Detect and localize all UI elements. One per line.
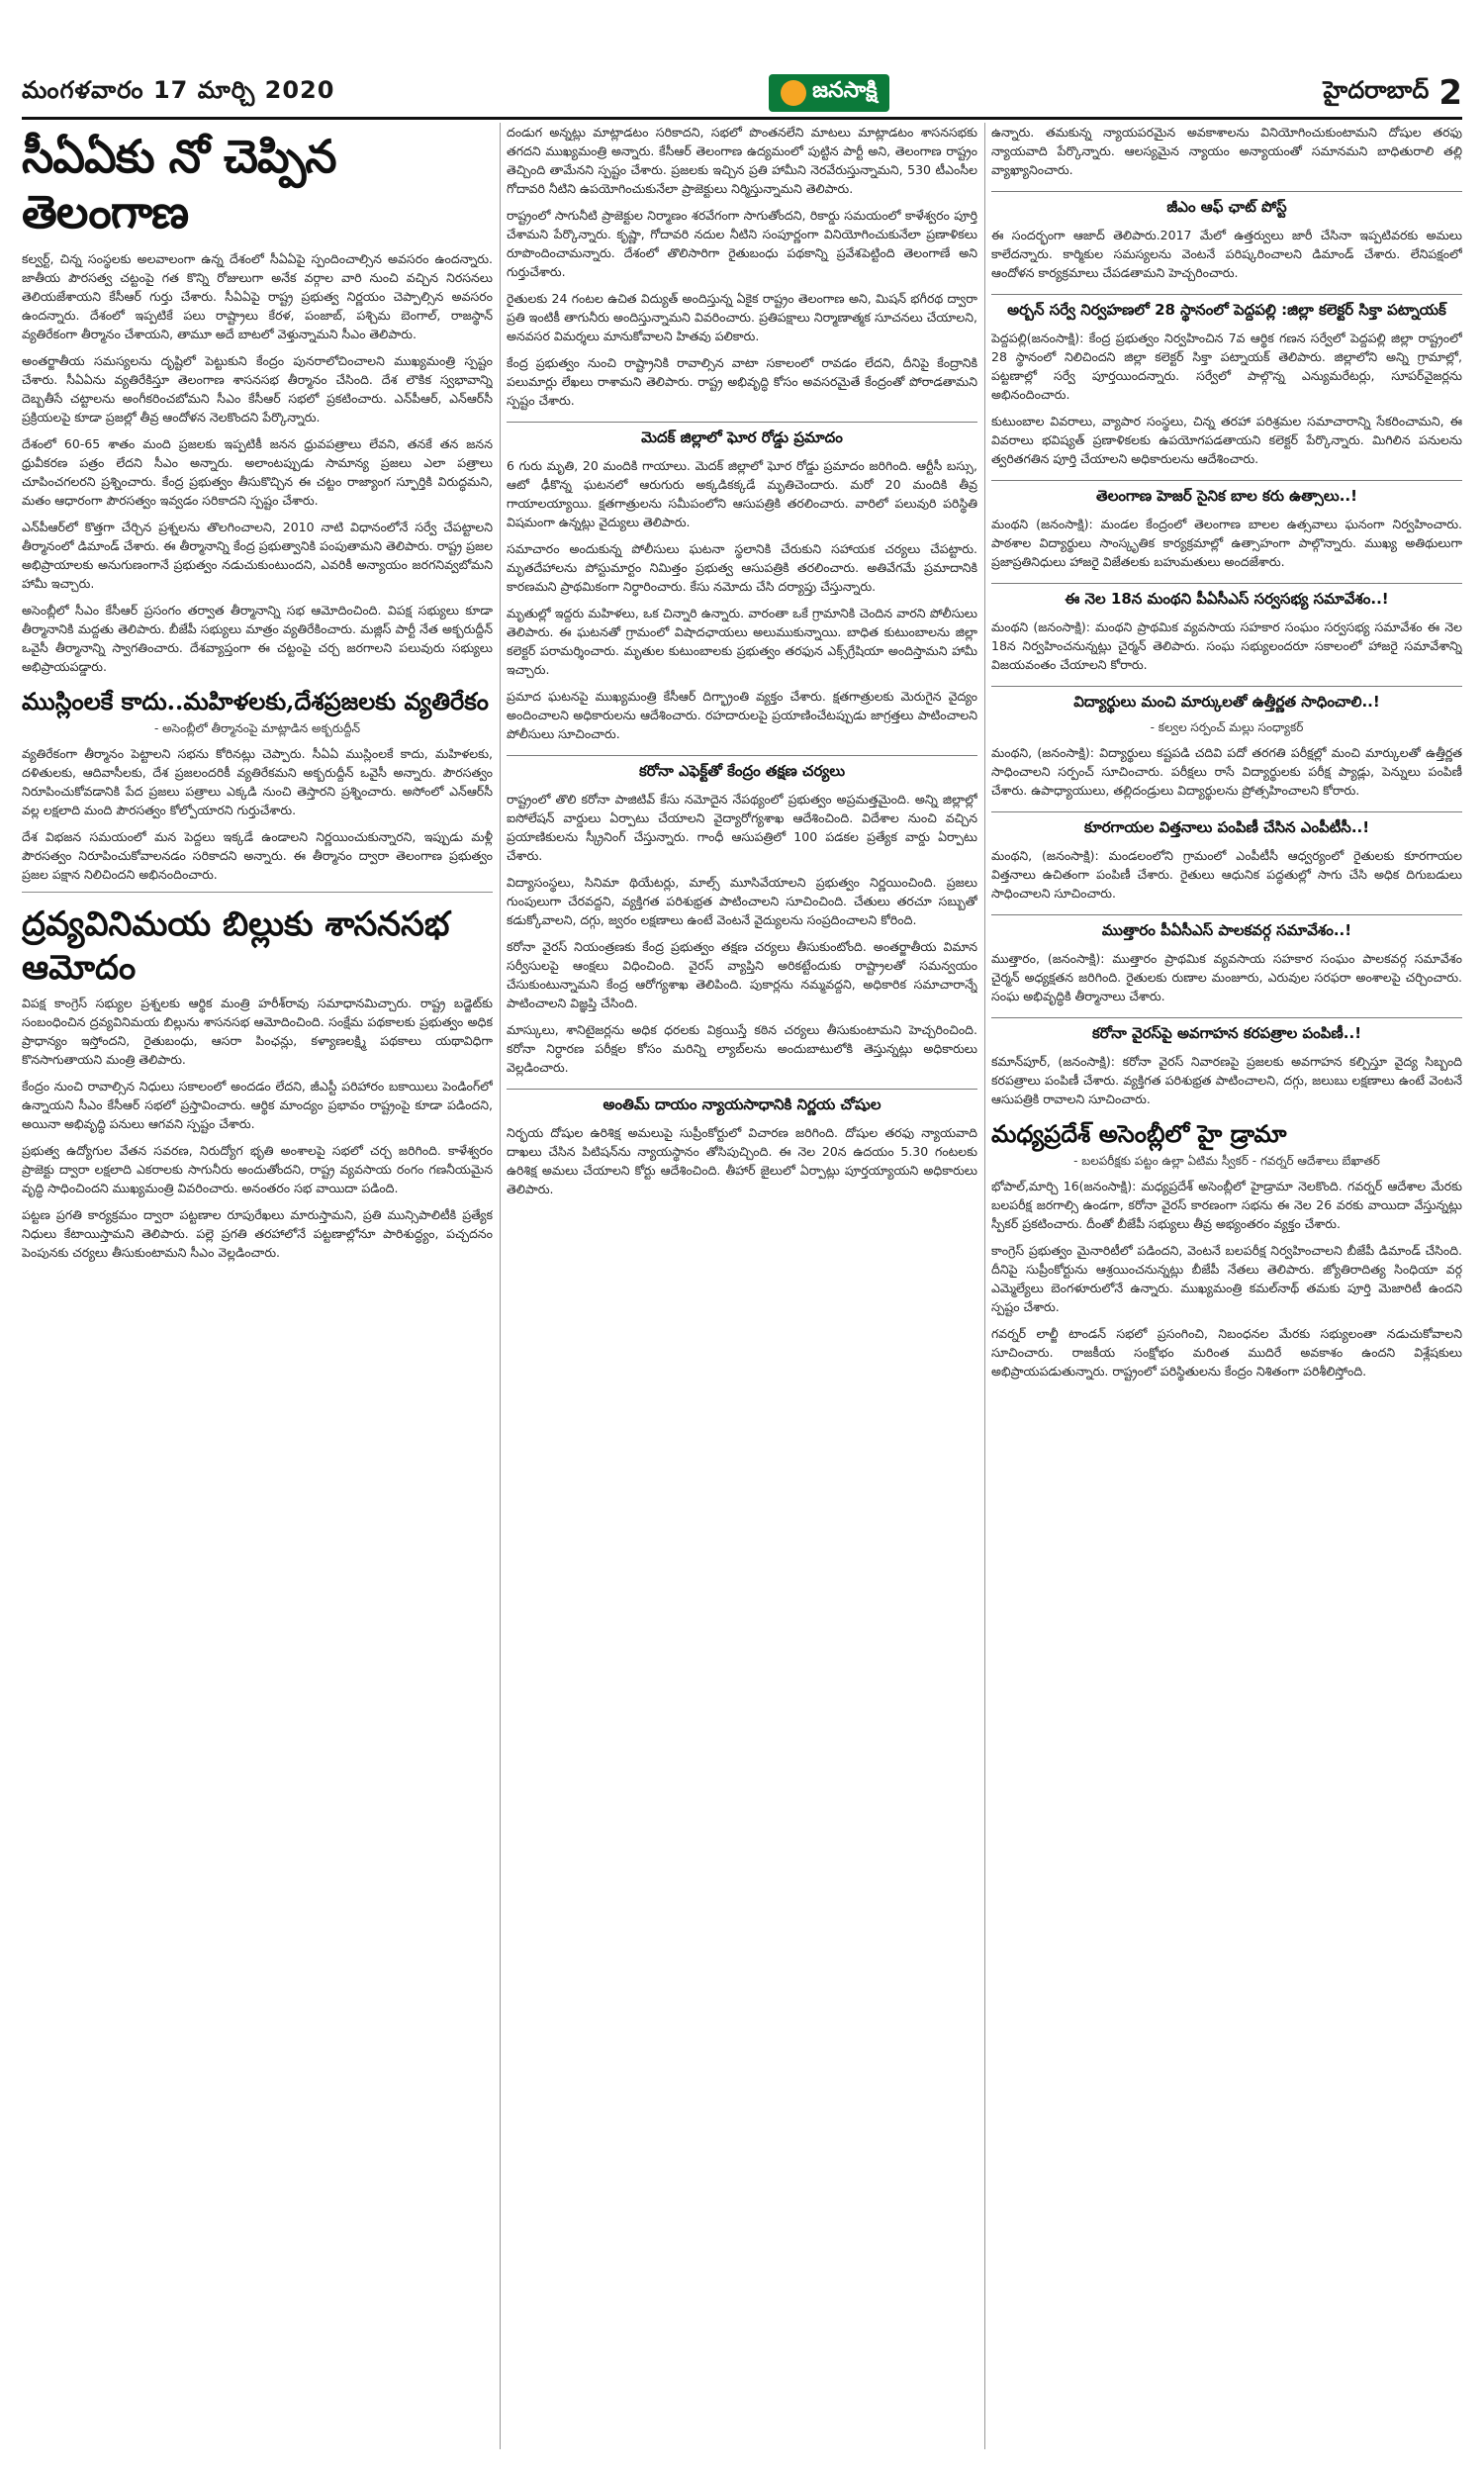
article-paragraph: కమాన్‌పూర్, (జనంసాక్షి): కరోనా వైరస్ నివారణపై ప్రజలకు అవగాహన కల్పిస్తూ వైద్య సిబ్బంది కరపత్రాలు పంపిణీ చేశారు. వ్యక్తిగత పరిశుభ్రత పాటించాలని, దగ్గు, జలుబు లక్షణాలు ఉంటే వెంటనే ఆసుపత్రికి రావాలని సూచించారు. — [991, 1054, 1462, 1106]
byline: - అసెంబ్లీలో తీర్మానంపై మాట్లాడిన అక్బరుద్దీన్ — [154, 721, 360, 735]
article-paragraph: వ్యతిరేకంగా తీర్మానం పెట్టాలని సభను కోరినట్లు చెప్పారు. సీఏఏ ముస్లింలకే కాదు, మహిళలకు, దళితులకు, ఆదివాసీలకు, దేశ ప్రజలందరికీ వ్యతిరేకమని అక్బరుద్దీన్ ఒవైసీ అన్నారు. పౌరసత్వం నిరూపించుకోవడానికి పేద ప్రజలు పత్రాలు ఎక్కడి నుంచి తెస్తారని ప్రశ్నించారు. అసోంలో ఎన్‌ఆర్‌సీ వల్ల లక్షలాది మంది పౌరసత్వం కోల్పోయారని గుర్తుచేశారు. — [22, 746, 493, 817]
article-paragraph: మృతుల్లో ఇద్దరు మహిళలు, ఒక చిన్నారి ఉన్నారు. వారంతా ఒకే గ్రామానికి చెందిన వారని పోలీసులు తెలిపారు. ఈ ఘటనతో గ్రామంలో విషాదఛాయలు అలుముకున్నాయి. బాధిత కుటుంబాలను జిల్లా కలెక్టర్ పరామర్శించారు. మృతుల కుటుంబాలకు ప్రభుత్వం తరఫున ఎక్స్‌గ్రేషియా అందిస్తామని హామీ ఇచ్చారు. — [507, 606, 977, 677]
headline-muslims: ముస్లింలకే కాదు..మహిళలకు,దేశప్రజలకు వ్యతిరేకం — [22, 687, 489, 715]
article-paragraph: రాష్ట్రంలో తొలి కరోనా పాజిటివ్ కేసు నమోదైన నేపథ్యంలో ప్రభుత్వం అప్రమత్తమైంది. అన్ని జిల్లాల్లో ఐసోలేషన్ వార్డులు ఏర్పాటు చేయాలని వైద్యారోగ్యశాఖ ఆదేశించింది. విదేశాల నుంచి వచ్చిన ప్రయాణికులను స్క్రీనింగ్ చేస్తున్నారు. గాంధీ ఆసుపత్రిలో 100 పడకల ప్రత్యేక వార్డు ఏర్పాటు చేశారు. — [507, 792, 977, 863]
sun-icon — [781, 80, 806, 106]
article-paragraph: రైతులకు 24 గంటల ఉచిత విద్యుత్ అందిస్తున్న ఏకైక రాష్ట్రం తెలంగాణ అని, మిషన్ భగీరథ ద్వారా ప్రతి ఇంటికీ తాగునీరు అందిస్తున్నామని వివరించారు. ప్రతిపక్షాలు నిర్మాణాత్మక సూచనలు చేయాలని, అనవసర విమర్శలు మానుకోవాలని హితవు పలికారు. — [507, 291, 977, 343]
headline-medak-accident: మెదక్ జిల్లాలో ఘోర రోడ్డు ప్రమాదం — [507, 422, 977, 450]
article-paragraph: అంతర్జాతీయ సమస్యలను దృష్టిలో పెట్టుకుని కేంద్రం పునరాలోచించాలని ముఖ్యమంత్రి స్పష్టం చేశారు. సీఏఏను వ్యతిరేకిస్తూ తెలంగాణ శాసనసభ తీర్మానం చేసింది. దేశ లౌకిక స్వభావాన్ని దెబ్బతీసే చట్టాలను అంగీకరించబోమని సీఎం కేసీఆర్ సభలో ప్రకటించారు. ఎన్‌పీఆర్, ఎన్‌ఆర్‌సీ ప్రక్రియలపై కూడా ప్రజల్లో తీవ్ర ఆందోళన నెలకొందని పేర్కొన్నారు. — [22, 353, 493, 425]
newspaper-logo — [769, 74, 889, 112]
article-paragraph: 6 గురు మృతి, 20 మందికి గాయాలు. మెదక్ జిల్లాలో ఘోర రోడ్డు ప్రమాదం జరిగింది. ఆర్టీసీ బస్సు, ఆటో ఢీకొన్న ఘటనలో ఆరుగురు అక్కడికక్కడే మృతిచెందారు. మరో 20 మందికి తీవ్ర గాయాలయ్యాయి. క్షతగాత్రులను సమీపంలోని ఆసుపత్రికి తరలించారు. వారిలో పలువురి పరిస్థితి విషమంగా ఉన్నట్లు వైద్యులు తెలిపారు. — [507, 458, 977, 529]
article-paragraph: ఈ సందర్భంగా ఆజాద్ తెలిపారు.2017 మేలో ఉత్తర్వులు జారీ చేసినా ఇప్పటివరకు అమలు కాలేదన్నారు. కార్మికుల సమస్యలను వెంటనే పరిష్కరించాలని డిమాండ్ చేశారు. లేనిపక్షంలో ఆందోళన కార్యక్రమాలు చేపడతామని హెచ్చరించారు. — [991, 228, 1462, 280]
article-paragraph: పెద్దపల్లి(జనంసాక్షి): కేంద్ర ప్రభుత్వం నిర్వహించిన 7వ ఆర్థిక గణన సర్వేలో పెద్దపల్లి జిల్లా రాష్ట్రంలో 28 స్థానంలో నిలిచిందని జిల్లా కలెక్టర్ సిక్తా పట్నాయక్ తెలిపారు. జిల్లాలోని అన్ని గ్రామాల్లో, పట్టణాల్లో సర్వే పూర్తయిందన్నారు. సర్వేలో పాల్గొన్న ఎన్యుమరేటర్లు, సూపర్‌వైజర్లను అభినందించారు. — [991, 331, 1462, 402]
article-paragraph: పట్టణ ప్రగతి కార్యక్రమం ద్వారా పట్టణాల రూపురేఖలు మారుస్తామని, ప్రతి మున్సిపాలిటీకి ప్రత్యేక నిధులు కేటాయిస్తామని తెలిపారు. పల్లె ప్రగతి తరహాలోనే పట్టణాల్లోనూ పారిశుద్ధ్యం, పచ్చదనం పెంపునకు చర్యలు తీసుకుంటామని సీఎం వెల్లడించారు. — [22, 1207, 493, 1260]
headline-seeds-distribution: కూరగాయల విత్తనాలు పంపిణీ చేసిన ఎంపీటీసీ..! — [991, 811, 1462, 840]
logo-text: జనసాక్షి — [812, 78, 878, 103]
article-paragraph: కరోనా వైరస్ నియంత్రణకు కేంద్ర ప్రభుత్వం తక్షణ చర్యలు తీసుకుంటోంది. అంతర్జాతీయ విమాన సర్వీసులపై ఆంక్షలు విధించింది. వైరస్ వ్యాప్తిని అరికట్టేందుకు రాష్ట్రాలతో సమన్వయం చేసుకుంటున్నామని కేంద్ర ఆరోగ్యశాఖ తెలిపింది. పుకార్లను నమ్మవద్దని, అధికారిక సమాచారాన్నే పాటించాలని విజ్ఞప్తి చేసింది. — [507, 939, 977, 1010]
headline-appropriation-bill: ద్రవ్యవినిమయ బిల్లుకు శాసనసభ ఆమోదం — [22, 904, 450, 988]
article-paragraph: విపక్ష కాంగ్రెస్ సభ్యుల ప్రశ్నలకు ఆర్థిక మంత్రి హరీశ్‌రావు సమాధానమిచ్చారు. రాష్ట్ర బడ్జెట్‌కు సంబంధించిన ద్రవ్యవినిమయ బిల్లును శాసనసభ ఆమోదించింది. సంక్షేమ పథకాలకు ప్రభుత్వం అధిక ప్రాధాన్యం ఇస్తోందని, రైతుబంధు, ఆసరా పింఛన్లు, కళ్యాణలక్ష్మి పథకాలు యథావిధిగా కొనసాగుతాయని మంత్రి తెలిపారు. — [22, 996, 493, 1067]
headline-urban-survey: అర్బన్ సర్వే నిర్వహణలో 28 స్థానంలో పెద్దపల్లి :జిల్లా కలెక్టర్ సిక్తా పట్నాయక్ — [991, 294, 1462, 323]
edition-info — [1323, 73, 1462, 113]
page-number: 2 — [1438, 73, 1462, 113]
article-paragraph: రాష్ట్రంలో సాగునీటి ప్రాజెక్టుల నిర్మాణం శరవేగంగా సాగుతోందని, రికార్డు సమయంలో కాళేశ్వరం పూర్తి చేశామని పేర్కొన్నారు. కృష్ణా, గోదావరి నదుల నీటిని సంపూర్ణంగా వినియోగించుకునేలా ప్రణాళికలు రూపొందించామన్నారు. దేశంలో తొలిసారిగా రైతుబంధు పథకాన్ని ప్రవేశపెట్టింది తెలంగాణే అని గుర్తుచేశారు. — [507, 208, 977, 279]
byline: - కల్వల సర్పంచ్ మల్లు సంధ్యాకర్ — [1150, 720, 1304, 734]
headline-caa: సీఏఏకు నో చెప్పిన తెలంగాణ — [22, 130, 336, 238]
article-paragraph: మంథని (జనంసాక్షి): మంథని ప్రాథమిక వ్యవసాయ సహకార సంఘం సర్వసభ్య సమావేశం ఈ నెల 18న నిర్వహించనున్నట్లు చైర్మన్ తెలిపారు. సంఘ సభ్యులందరూ సకాలంలో హాజరై సమావేశాన్ని విజయవంతం చేయాలని కోరారు. — [991, 619, 1462, 672]
article-paragraph: ముత్తారం, (జనంసాక్షి): ముత్తారం ప్రాథమిక వ్యవసాయ సహకార సంఘం పాలకవర్గ సమావేశం చైర్మన్ అధ్యక్షతన జరిగింది. రైతులకు రుణాల మంజూరు, ఎరువుల సరఫరా అంశాలపై చర్చించారు. సంఘ అభివృద్ధికి తీర్మానాలు చేశారు. — [991, 951, 1462, 1003]
article-paragraph: కల్వర్ట్, చిన్న సంస్థలకు అలవాలంగా ఉన్న దేశంలో సీఏఏపై స్పందించాల్సిన అవసరం ఉందన్నారు. జాతీయ పౌరసత్వ చట్టంపై గత కొన్ని రోజులుగా అనేక వర్గాల వారి నుంచి వచ్చిన నిరసనలు తెలియజేశాయని కేసీఆర్ గుర్తు చేశారు. సీఏఏపై రాష్ట్ర ప్రభుత్వ నిర్ణయం చెప్పాల్సిన అవసరం ఉందన్నారు. దేశంలో ఇప్పటికే పలు రాష్ట్రాలు కేరళ, పంజాబ్, పశ్చిమ బెంగాల్, రాజస్థాన్ వ్యతిరేకంగా తీర్మానం చేశాయని, తామూ అదే బాటలో వెళ్తున్నామని సీఎం తెలిపారు. — [22, 251, 493, 341]
article-paragraph: ప్రభుత్వ ఉద్యోగుల వేతన సవరణ, నిరుద్యోగ భృతి అంశాలపై సభలో చర్చ జరిగింది. కాళేశ్వరం ప్రాజెక్టు ద్వారా లక్షలాది ఎకరాలకు సాగునీరు అందుతోందని, రాష్ట్ర వ్యవసాయ రంగం గణనీయమైన వృద్ధి సాధించిందని ముఖ్యమంత్రి వివరించారు. అనంతరం సభ వాయిదా పడింది. — [22, 1143, 493, 1195]
headline-mp-assembly: మధ్యప్రదేశ్ అసెంబ్లీలో హై డ్రామా — [991, 1119, 1287, 1148]
headline-students-marks: విద్యార్థులు మంచి మార్కులతో ఉత్తీర్ణత సాధించాలి..! — [991, 686, 1462, 714]
column-divider — [984, 123, 985, 2449]
headline-muttaram-pacs: ముత్తారం పీఏసీఎస్ పాలకవర్గ సమావేశం..! — [991, 914, 1462, 943]
article-paragraph: కుటుంబాల వివరాలు, వ్యాపార సంస్థలు, చిన్న తరహా పరిశ్రమల సమాచారాన్ని సేకరించామని, ఈ వివరాలు భవిష్యత్ ప్రణాళికలకు ఉపయోగపడతాయని కలెక్టర్ పేర్కొన్నారు. మిగిలిన పనులను త్వరితగతిన పూర్తి చేయాలని అధికారులను ఆదేశించారు. — [991, 414, 1462, 466]
article-paragraph: కేంద్రం నుంచి రావాల్సిన నిధులు సకాలంలో అందడం లేదని, జీఎస్టీ పరిహారం బకాయిలు పెండింగ్‌లో ఉన్నాయని సీఎం కేసీఆర్ సభలో ప్రస్తావించారు. ఆర్థిక మాంద్యం ప్రభావం రాష్ట్రంపై కూడా పడిందని, అయినా అభివృద్ధి పనులు ఆగవని స్పష్టం చేశారు. — [22, 1079, 493, 1131]
headline-nirbhaya: అంతిమ్ దాయం న్యాయసాధానికి నిర్ణయ చోషుల — [507, 1089, 977, 1117]
article-paragraph: భోపాల్,మార్చి 16(జనంసాక్షి): మధ్యప్రదేశ్ అసెంబ్లీలో హైడ్రామా నెలకొంది. గవర్నర్ ఆదేశాల మేరకు బలపరీక్ష జరగాల్సి ఉండగా, కరోనా వైరస్ కారణంగా సభను ఈ నెల 26 వరకు వాయిదా వేస్తున్నట్లు స్పీకర్ ప్రకటించారు. దీంతో బీజేపీ సభ్యులు తీవ్ర అభ్యంతరం వ్యక్తం చేశారు. — [991, 1179, 1462, 1231]
issue-date: మంగళవారం 17 మార్చి 2020 — [22, 76, 335, 104]
edition-name: హైదరాబాద్ — [1323, 76, 1430, 104]
column-3 — [991, 123, 1462, 2449]
article-paragraph: కాంగ్రెస్ ప్రభుత్వం మైనారిటీలో పడిందని, వెంటనే బలపరీక్ష నిర్వహించాలని బీజేపీ డిమాండ్ చేసింది. దీనిపై సుప్రీంకోర్టును ఆశ్రయించనున్నట్లు బీజేపీ నేతలు తెలిపారు. జ్యోతిరాదిత్య సింధియా వర్గ ఎమ్మెల్యేలు బెంగళూరులోనే ఉన్నారు. ముఖ్యమంత్రి కమల్‌నాథ్ తమకు పూర్తి మెజారిటీ ఉందని స్పష్టం చేశారు. — [991, 1243, 1462, 1314]
article-paragraph: ఉన్నారు. తమకున్న న్యాయపరమైన అవకాశాలను వినియోగించుకుంటామని దోషుల తరఫు న్యాయవాది పేర్కొన్నారు. ఆలస్యమైన న్యాయం అన్యాయంతో సమానమని బాధితురాలి తల్లి వ్యాఖ్యానించారు. — [991, 125, 1462, 177]
article-paragraph: నిర్భయ దోషుల ఉరిశిక్ష అమలుపై సుప్రీంకోర్టులో విచారణ జరిగింది. దోషుల తరఫు న్యాయవాది దాఖలు చేసిన పిటిషన్‌ను న్యాయస్థానం తోసిపుచ్చింది. ఈ నెల 20న ఉదయం 5.30 గంటలకు ఉరిశిక్ష అమలు చేయాలని కోర్టు ఆదేశించింది. తీహార్ జైలులో ఏర్పాట్లు పూర్తయ్యాయని అధికారులు తెలిపారు. — [507, 1125, 977, 1196]
headline-corona-awareness: కరోనా వైరస్‌పై అవగాహన కరపత్రాల పంపిణీ..! — [991, 1017, 1462, 1046]
article-paragraph: కేంద్ర ప్రభుత్వం నుంచి రాష్ట్రానికి రావాల్సిన వాటా సకాలంలో రావడం లేదని, దీనిపై కేంద్రానికి పలుమార్లు లేఖలు రాశామని తెలిపారు. రాష్ట్ర అభివృద్ధి కోసం అవసరమైతే కేంద్రంతో పోరాడతామని స్పష్టం చేశారు. — [507, 355, 977, 408]
article-paragraph: అసెంబ్లీలో సీఎం కేసీఆర్ ప్రసంగం తర్వాత తీర్మానాన్ని సభ ఆమోదించింది. విపక్ష సభ్యులు కూడా తీర్మానానికి మద్దతు తెలిపారు. బీజేపీ సభ్యులు మాత్రం వ్యతిరేకించారు. మజ్లిస్ పార్టీ నేత అక్బరుద్దీన్ ఒవైసీ తీర్మానాన్ని స్వాగతించారు. దేశవ్యాప్తంగా ఈ చట్టంపై చర్చ జరగాలని పలువురు సభ్యులు అభిప్రాయపడ్డారు. — [22, 603, 493, 674]
article-paragraph: సమాచారం అందుకున్న పోలీసులు ఘటనా స్థలానికి చేరుకుని సహాయక చర్యలు చేపట్టారు. మృతదేహాలను పోస్టుమార్టం నిమిత్తం ప్రభుత్వ ఆసుపత్రికి తరలించారు. అతివేగమే ప్రమాదానికి కారణమని ప్రాథమికంగా నిర్ధారించారు. కేసు నమోదు చేసి దర్యాప్తు చేస్తున్నారు. — [507, 541, 977, 594]
article-paragraph: గవర్నర్ లాల్జీ టాండన్ సభలో ప్రసంగించి, నిబంధనల మేరకు సభ్యులంతా నడుచుకోవాలని సూచించారు. రాజకీయ సంక్షోభం మరింత ముదిరే అవకాశం ఉందని విశ్లేషకులు అభిప్రాయపడుతున్నారు. రాష్ట్రంలో పరిస్థితులను కేంద్రం నిశితంగా పరిశీలిస్తోంది. — [991, 1326, 1462, 1379]
article-paragraph: మంథని, (జనంసాక్షి): మండలంలోని గ్రామంలో ఎంపీటీసీ ఆధ్వర్యంలో రైతులకు కూరగాయల విత్తనాలు ఉచితంగా పంపిణీ చేశారు. రైతులు ఆధునిక పద్ధతుల్లో సాగు చేసి అధిక దిగుబడులు సాధించాలని సూచించారు. — [991, 848, 1462, 901]
article-paragraph: ఎన్‌పీఆర్‌లో కొత్తగా చేర్చిన ప్రశ్నలను తొలగించాలని, 2010 నాటి విధానంలోనే సర్వే చేపట్టాలని తీర్మానంలో డిమాండ్ చేశారు. ఈ తీర్మానాన్ని కేంద్ర ప్రభుత్వానికి పంపుతామని తెలిపారు. రాష్ట్ర ప్రజల అభిప్రాయాలకు అనుగుణంగానే ప్రభుత్వం నడుచుకుంటుందని, ఎవరికీ అన్యాయం జరగనివ్వబోమని హామీ ఇచ్చారు. — [22, 520, 493, 591]
column-2 — [507, 123, 977, 2449]
headline-gm-post: జీఎం ఆఫ్ ఛాట్ పోస్ట్ — [991, 191, 1462, 220]
column-1 — [22, 123, 493, 2449]
separator — [22, 892, 493, 893]
article-paragraph: ప్రమాద ఘటనపై ముఖ్యమంత్రి కేసీఆర్ దిగ్భ్రాంతి వ్యక్తం చేశారు. క్షతగాత్రులకు మెరుగైన వైద్యం అందించాలని అధికారులను ఆదేశించారు. రహదారులపై ప్రయాణించేటప్పుడు జాగ్రత్తలు పాటించాలని పోలీసులు సూచించారు. — [507, 689, 977, 741]
byline: - బలపరీక్షకు పట్టం ఉల్లా ఏటిమ స్వీకర్ - గవర్నర్ ఆదేశాలు బేఖాతర్ — [1073, 1154, 1380, 1168]
article-paragraph: దేశంలో 60-65 శాతం మంది ప్రజలకు ఇప్పటికీ జనన ధ్రువపత్రాలు లేవని, తనకే తన జనన ధ్రువీకరణ పత్రం లేదని సీఎం అన్నారు. అలాంటప్పుడు సామాన్య ప్రజలు ఎలా పత్రాలు చూపించగలరని ప్రశ్నించారు. కేంద్ర ప్రభుత్వం తీసుకొచ్చిన ఈ చట్టం రాజ్యాంగ స్ఫూర్తికి విరుద్ధమని, మతం ఆధారంగా పౌరసత్వం ఇవ్వడం సరికాదని స్పష్టం చేశారు. — [22, 436, 493, 508]
article-paragraph: దేశ విభజన సమయంలో మన పెద్దలు ఇక్కడే ఉండాలని నిర్ణయించుకున్నారని, ఇప్పుడు మళ్లీ పౌరసత్వం నిరూపించుకోవాలనడం సరికాదని అన్నారు. ఈ తీర్మానం ద్వారా తెలంగాణ ప్రభుత్వం ప్రజల పక్షాన నిలిచిందని అభినందించారు. — [22, 829, 493, 882]
headline-corona-measures: కరోనా ఎఫెక్ట్‌తో కేంద్రం తక్షణ చర్యలు — [507, 755, 977, 784]
article-paragraph: విద్యాసంస్థలు, సినిమా థియేటర్లు, మాల్స్ మూసివేయాలని ప్రభుత్వం నిర్ణయించింది. ప్రజలు గుంపులుగా చేరవద్దని, వ్యక్తిగత పరిశుభ్రత పాటించాలని సూచించింది. చేతులు తరచూ సబ్బుతో కడుక్కోవాలని, దగ్గు, జ్వరం లక్షణాలు ఉంటే వెంటనే వైద్యులను సంప్రదించాలని కోరింది. — [507, 875, 977, 927]
article-paragraph: మంథని (జనంసాక్షి): మండల కేంద్రంలో తెలంగాణ బాలల ఉత్సవాలు ఘనంగా నిర్వహించారు. పాఠశాల విద్యార్థులు సాంస్కృతిక కార్యక్రమాల్లో ఉత్సాహంగా పాల్గొన్నారు. ముఖ్య అతిథులుగా ప్రజాప్రతినిధులు హాజరై విజేతలకు బహుమతులు అందజేశారు. — [991, 517, 1462, 569]
headline-pacs-meeting: ఈ నెల 18న మంథని పీఏసీఎస్ సర్వసభ్య సమావేశం..! — [991, 583, 1462, 612]
article-paragraph: మాస్కులు, శానిటైజర్లను అధిక ధరలకు విక్రయిస్తే కఠిన చర్యలు తీసుకుంటామని హెచ్చరించింది. కరోనా నిర్ధారణ పరీక్షల కోసం మరిన్ని ల్యాబ్‌లను అందుబాటులోకి తెస్తున్నట్లు అధికారులు వెల్లడించారు. — [507, 1022, 977, 1075]
masthead — [22, 69, 1462, 120]
headline-children-festival: తెలంగాణ హెజర్ సైనిక బాల కరు ఉత్సాలు..! — [991, 480, 1462, 509]
column-divider — [500, 123, 501, 2449]
article-paragraph: దండుగ అన్నట్లు మాట్లాడటం సరికాదని, సభలో పొంతనలేని మాటలు మాట్లాడటం శాసనసభకు తగదని ముఖ్యమంత్రి అన్నారు. కేసీఆర్ తెలంగాణ ఉద్యమంలో పుట్టిన పార్టీ అని, తెలంగాణ రాష్ట్రం తెచ్చింది తామేనని స్పష్టం చేశారు. ప్రజలకు ఇచ్చిన ప్రతి హామీని నెరవేరుస్తున్నామని, 530 టీఎంసీల గోదావరి నీటిని ఉపయోగించుకునేలా ప్రాజెక్టులు నిర్మిస్తున్నామని తెలిపారు. — [507, 125, 977, 196]
article-paragraph: మంథని, (జనంసాక్షి): విద్యార్థులు కష్టపడి చదివి పదో తరగతి పరీక్షల్లో మంచి మార్కులతో ఉత్తీర్ణత సాధించాలని సర్పంచ్ సూచించారు. పరీక్షలు రాసే విద్యార్థులకు పరీక్ష ప్యాడ్లు, పెన్నులు పంపిణీ చేశారు. ఉపాధ్యాయులు, తల్లిదండ్రులు విద్యార్థులను ప్రోత్సహించాలని కోరారు. — [991, 745, 1462, 798]
